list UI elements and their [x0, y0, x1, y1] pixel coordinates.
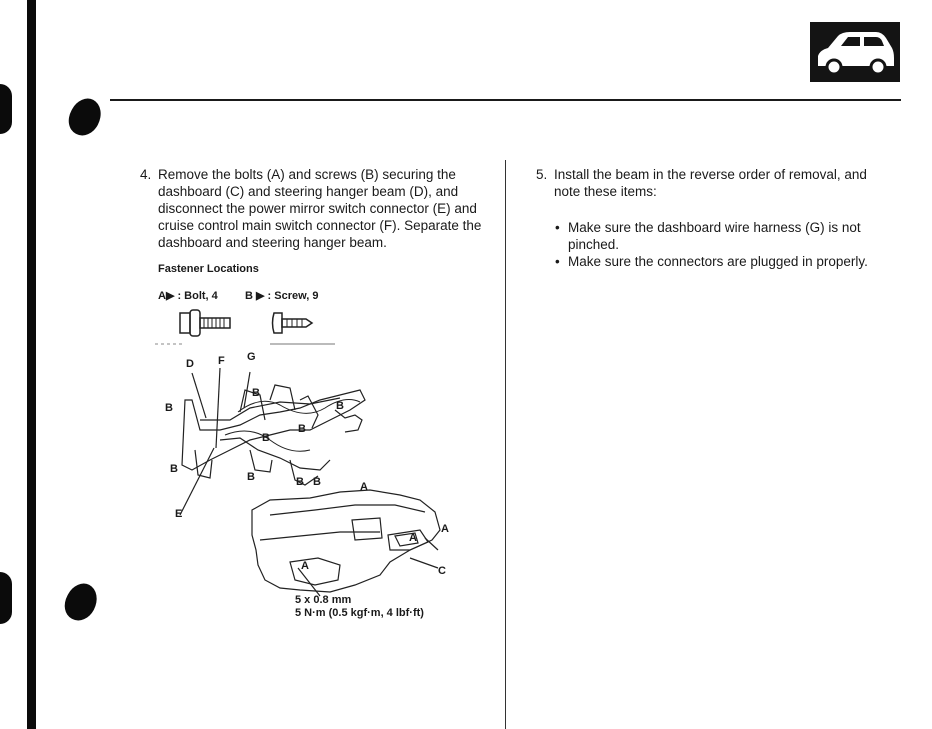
- callout-b: B: [247, 471, 255, 483]
- fastener-b-legend: B ▶ : Screw, 9: [245, 290, 319, 302]
- punch-hole-bottom: [0, 572, 12, 624]
- car-silhouette-icon: [810, 22, 900, 82]
- list-item: • Make sure the dashboard wire harness (G) is not pinched.: [555, 220, 861, 252]
- step-text: Remove the bolts (A) and screws (B) securing the dashboard (C) and steering hanger beam (D), and disconnect the power mirror switch connector (E) and cruise control main switch connector (F). Separate the dashboard and steering hanger beam.: [158, 167, 482, 250]
- callout-e: E: [175, 508, 183, 520]
- binding-edge: [27, 0, 36, 729]
- dashboard-exploded-diagram: [140, 300, 470, 600]
- header-rule: [110, 99, 901, 101]
- callout-b: B: [336, 400, 344, 412]
- callout-d: D: [186, 358, 194, 370]
- note-list: [555, 219, 895, 270]
- torque-spec: [295, 594, 424, 620]
- callout-b: B: [165, 402, 173, 414]
- callout-a: A: [360, 481, 368, 493]
- list-item: • Make sure the connectors are plugged in properly.: [555, 254, 868, 269]
- step-number: 4.: [140, 167, 152, 182]
- fastener-a-legend: A▶ : Bolt, 4: [158, 290, 218, 302]
- callout-f: F: [218, 355, 225, 367]
- column-divider: [505, 160, 506, 729]
- callout-a: A: [441, 523, 449, 535]
- callout-b: B: [298, 423, 306, 435]
- callout-g: G: [247, 351, 256, 363]
- callout-a: A: [301, 560, 309, 572]
- spec-size: 5 x 0.8 mm: [295, 594, 352, 606]
- callout-b: B: [313, 476, 321, 488]
- step-number: 5.: [536, 167, 548, 182]
- bullet-drop-bottom-icon: [59, 578, 103, 626]
- bullet-drop-top-icon: [63, 93, 107, 141]
- callout-b: B: [170, 463, 178, 475]
- callout-c: C: [438, 565, 446, 577]
- callout-b: B: [296, 476, 304, 488]
- callout-a: A: [409, 532, 417, 544]
- figure-title: Fastener Locations: [158, 263, 259, 275]
- callout-b: B: [262, 432, 270, 444]
- spec-torque: 5 N·m (0.5 kgf·m, 4 lbf·ft): [295, 607, 424, 619]
- step-text: Install the beam in the reverse order of removal, and note these items:: [554, 167, 867, 199]
- punch-hole-top: [0, 84, 12, 134]
- callout-b: B: [252, 387, 260, 399]
